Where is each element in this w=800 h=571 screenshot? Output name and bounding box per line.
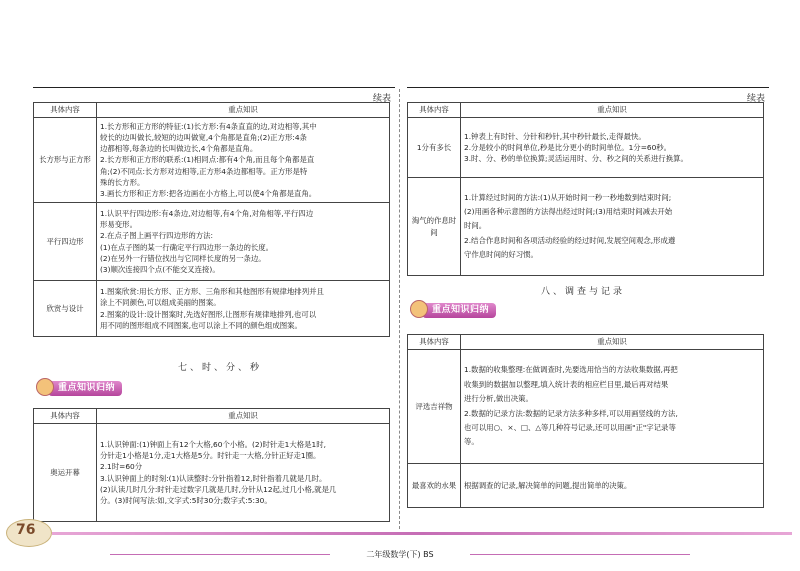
table-header-row bbox=[408, 335, 764, 350]
content-line: 边都相等,每条边的长叫做边长,4个角都是直角。 bbox=[100, 144, 258, 154]
content-line: 1.数据的收集整理:在做调查时,先要选用恰当的方法收集数据,再把 bbox=[464, 365, 678, 375]
section-title-7: 七、时、分、秒 bbox=[178, 363, 263, 373]
mascot-icon bbox=[36, 378, 54, 396]
mascot-icon bbox=[410, 300, 428, 318]
content-line: 2.数据的记录方法:数据的记录方法多种多样,可以用画竖线的方法, bbox=[464, 408, 678, 418]
table-row bbox=[34, 281, 390, 337]
content-line: 分针走1小格是1分,走1大格是5分。时针走一大格,分针正好走1圈。 bbox=[100, 451, 321, 461]
content-line: 3.时、分、秒的单位换算;灵活运用时、分、秒之间的关系进行换算。 bbox=[464, 154, 688, 164]
table-row bbox=[408, 350, 764, 464]
continued-label-right: 续表 bbox=[747, 94, 766, 104]
content-line: 角;(2)不同点:长方形对边相等,正方形4条边都相等。正方形是特 bbox=[100, 166, 308, 176]
table-header-row bbox=[34, 409, 390, 424]
content-line: 根据调查的记录,解决简单的问题,提出简单的决策。 bbox=[464, 480, 632, 490]
content-line: 2.长方形和正方形的联系:(1)相同点:都有4个角,而且每个角都是直 bbox=[100, 155, 315, 165]
top-rule-left bbox=[33, 87, 395, 88]
content-line: 1.图案欣赏:用长方形、正方形、三角形和其他图形有规律地排列并且 bbox=[100, 287, 324, 297]
row-content bbox=[97, 203, 390, 281]
column-divider bbox=[399, 89, 401, 529]
content-line: 1.认识平行四边形:有4条边,对边相等,有4个角,对角相等,平行四边 bbox=[100, 209, 314, 219]
table-header-row bbox=[34, 103, 390, 118]
content-line: (1)在点子图的某一行确定平行四边形一条边的长度。 bbox=[100, 242, 274, 252]
header-knowledge: 重点知识 bbox=[97, 409, 390, 424]
header-knowledge: 重点知识 bbox=[461, 335, 764, 350]
row-topic: 欣赏与设计 bbox=[34, 281, 97, 337]
row-topic: 淘气的作息时间 bbox=[408, 178, 461, 276]
content-line: 1.长方形和正方形的特征:(1)长方形:有4条直直的边,对边相等,其中 bbox=[100, 122, 317, 132]
badge-label: 重点知识归纳 bbox=[432, 305, 490, 315]
content-line: 等。 bbox=[464, 437, 479, 447]
content-line: 2.结合作息时间和各项活动经验的经过时间,发展空间观念,形成遵 bbox=[464, 235, 676, 245]
content-line: 2.分是较小的时间单位,秒是比分更小的时间单位。1分=60秒。 bbox=[464, 142, 672, 152]
table-row bbox=[408, 178, 764, 276]
content-line: (2)用画各种示意图的方法得出经过时间;(3)用结束时间减去开始 bbox=[464, 207, 673, 217]
row-content bbox=[97, 281, 390, 337]
content-line: 2.1时=60分 bbox=[100, 462, 143, 472]
key-knowledge-badge bbox=[410, 300, 494, 320]
knowledge-table-time bbox=[407, 102, 764, 276]
knowledge-table-clock bbox=[33, 408, 390, 522]
content-line: 守作息时间的好习惯。 bbox=[464, 249, 538, 259]
row-topic: 奥运开幕 bbox=[34, 424, 97, 522]
table-row bbox=[34, 203, 390, 281]
row-topic: 平行四边形 bbox=[34, 203, 97, 281]
footer-band bbox=[52, 532, 792, 535]
table-row bbox=[408, 464, 764, 508]
top-rule-right bbox=[407, 87, 769, 88]
content-line: 2.图案的设计:设计图案时,先选好图形,让图形有规律地排列,也可以 bbox=[100, 309, 317, 319]
table-row bbox=[34, 424, 390, 522]
row-content bbox=[97, 118, 390, 203]
section-title-8: 八、调查与记录 bbox=[541, 287, 626, 297]
header-topic: 具体内容 bbox=[408, 103, 461, 118]
content-line: 形易变形。 bbox=[100, 220, 137, 230]
row-content bbox=[461, 464, 764, 508]
row-topic: 最喜欢的水果 bbox=[408, 464, 461, 508]
row-topic: 长方形与正方形 bbox=[34, 118, 97, 203]
page-number: 76 bbox=[16, 522, 36, 538]
content-line: 时间。 bbox=[464, 221, 487, 231]
content-line: 进行分析,做出决策。 bbox=[464, 394, 533, 404]
content-line: (2)在另外一行错位找出与它同样长度的另一条边。 bbox=[100, 253, 266, 263]
content-line: 3.画长方形和正方形:把各边画在小方格上,可以使4个角都是直角。 bbox=[100, 188, 317, 198]
row-topic: 评选吉祥物 bbox=[408, 350, 461, 464]
content-line: 1.计算经过时间的方法:(1)从开始时间一秒一秒地数到结束时间; bbox=[464, 193, 672, 203]
content-line: 2.在点子图上画平行四边形的方法: bbox=[100, 231, 214, 241]
knowledge-table-survey bbox=[407, 334, 764, 508]
row-content bbox=[461, 178, 764, 276]
content-line: (3)顺次连接四个点(不能交叉连接)。 bbox=[100, 264, 220, 274]
table-row bbox=[408, 118, 764, 178]
table-header-row bbox=[408, 103, 764, 118]
header-knowledge: 重点知识 bbox=[97, 103, 390, 118]
content-line: 也可以用○、×、□、△等几种符号记录,还可以用画"正"字记录等 bbox=[464, 422, 676, 432]
content-line: 收集到的数据加以整理,填入统计表的相应栏目里,最后再对结果 bbox=[464, 379, 669, 389]
header-topic: 具体内容 bbox=[34, 409, 97, 424]
content-line: 分。(3)时间写法:如,文字式:5时30分;数字式:5:30。 bbox=[100, 495, 272, 505]
header-knowledge: 重点知识 bbox=[461, 103, 764, 118]
row-content bbox=[461, 350, 764, 464]
continued-label-left: 续表 bbox=[373, 94, 392, 104]
content-line: 1.钟表上有时针、分针和秒针,其中秒针最长,走得最快。 bbox=[464, 131, 646, 141]
badge-label: 重点知识归纳 bbox=[58, 383, 116, 393]
content-line: 殊的长方形。 bbox=[100, 177, 145, 187]
key-knowledge-badge bbox=[36, 378, 120, 398]
content-line: 涂上不同颜色,可以组成美丽的图案。 bbox=[100, 298, 221, 308]
row-topic: 1分有多长 bbox=[408, 118, 461, 178]
footer-text: 二年级数学(下) BS bbox=[366, 550, 434, 559]
content-line: 较长的边叫做长,较短的边叫做宽,4个角都是直角;(2)正方形:4条 bbox=[100, 133, 307, 143]
knowledge-table-shapes bbox=[33, 102, 390, 337]
table-row bbox=[34, 118, 390, 203]
header-topic: 具体内容 bbox=[34, 103, 97, 118]
header-topic: 具体内容 bbox=[408, 335, 461, 350]
content-line: (2)认读几时几分:时针走过数字几就是几时,分针从12起,过几小格,就是几 bbox=[100, 484, 337, 494]
content-line: 1.认识钟面:(1)钟面上有12个大格,60个小格。(2)时针走1大格是1时, bbox=[100, 440, 326, 450]
content-line: 3.认识钟面上的时刻:(1)认读整时:分针指着12,时针指着几就是几时。 bbox=[100, 473, 327, 483]
row-content bbox=[461, 118, 764, 178]
row-content bbox=[97, 424, 390, 522]
content-line: 用不同的图形组成不同图案,也可以涂上不同的颜色组成图案。 bbox=[100, 320, 302, 330]
